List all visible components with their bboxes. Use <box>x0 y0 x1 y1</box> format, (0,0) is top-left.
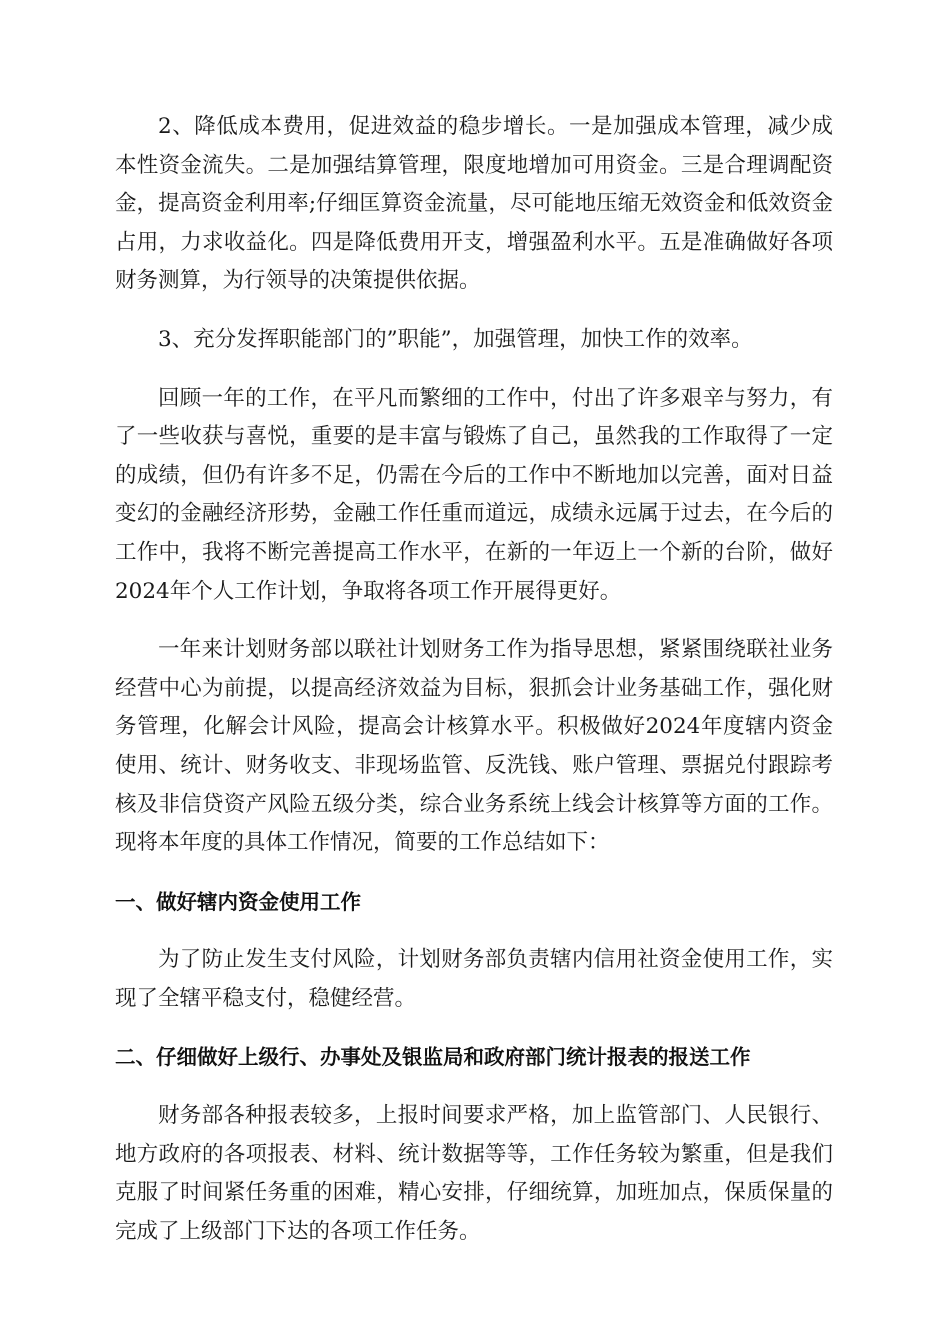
paragraph-cost-reduction: 2、降低成本费用，促进效益的稳步增长。一是加强成本管理，减少成本性资金流失。二是加强结算管理，限度地增加可用资金。三是合理调配资金，提高资金利用率;仔细匡算资金流量，尽可能地压缩无效资金和低效资金占用，力求收益化。四是降低费用开支，增强盈利水平。五是准确做好各项财务测算，为行领导的决策提供依据。 <box>115 114 833 294</box>
document-body <box>115 108 833 1271</box>
section-heading-fund-usage: 一、做好辖内资金使用工作 <box>115 889 361 914</box>
paragraph-department-function: 3、充分发挥职能部门的”职能”，加强管理，加快工作的效率。 <box>158 326 753 352</box>
paragraph-year-review: 回顾一年的工作，在平凡而繁细的工作中，付出了许多艰辛与努力，有了一些收获与喜悦，重要的是丰富与锻炼了自己，虽然我的工作取得了一定的成绩，但仍有许多不足，仍需在今后的工作中不断地加以完善，面对日益变幻的金融经济形势，金融工作任重而道远，成绩永远属于过去，在今后的工作中，我将不断完善提高工作水平，在新的一年迈上一个新的台阶，做好2024年个人工作计划，争取将各项工作开展得更好。 <box>115 385 833 604</box>
paragraph-finance-summary: 一年来计划财务部以联社计划财务工作为指导思想，紧紧围绕联社业务经营中心为前提，以提高经济效益为目标，狠抓会计业务基础工作，强化财务管理，化解会计风险，提高会计核算水平。积极做好2024年度辖内资金使用、统计、财务收支、非现场监管、反洗钱、账户管理、票据兑付跟踪考核及非信贷资产风险五级分类，综合业务系统上线会计核算等方面的工作。现将本年度的具体工作情况，简要的工作总结如下： <box>115 637 833 856</box>
paragraph-fund-usage: 为了防止发生支付风险，计划财务部负责辖内信用社资金使用工作，实现了全辖平稳支付，稳健经营。 <box>115 947 833 1011</box>
section-heading-statistical-reports: 二、仔细做好上级行、办事处及银监局和政府部门统计报表的报送工作 <box>115 1045 751 1070</box>
paragraph-statistical-reports: 财务部各种报表较多，上报时间要求严格，加上监管部门、人民银行、地方政府的各项报表、材料、统计数据等等，工作任务较为繁重，但是我们克服了时间紧任务重的困难，精心安排，仔细统算，加班加点，保质保量的完成了上级部门下达的各项工作任务。 <box>115 1103 833 1244</box>
